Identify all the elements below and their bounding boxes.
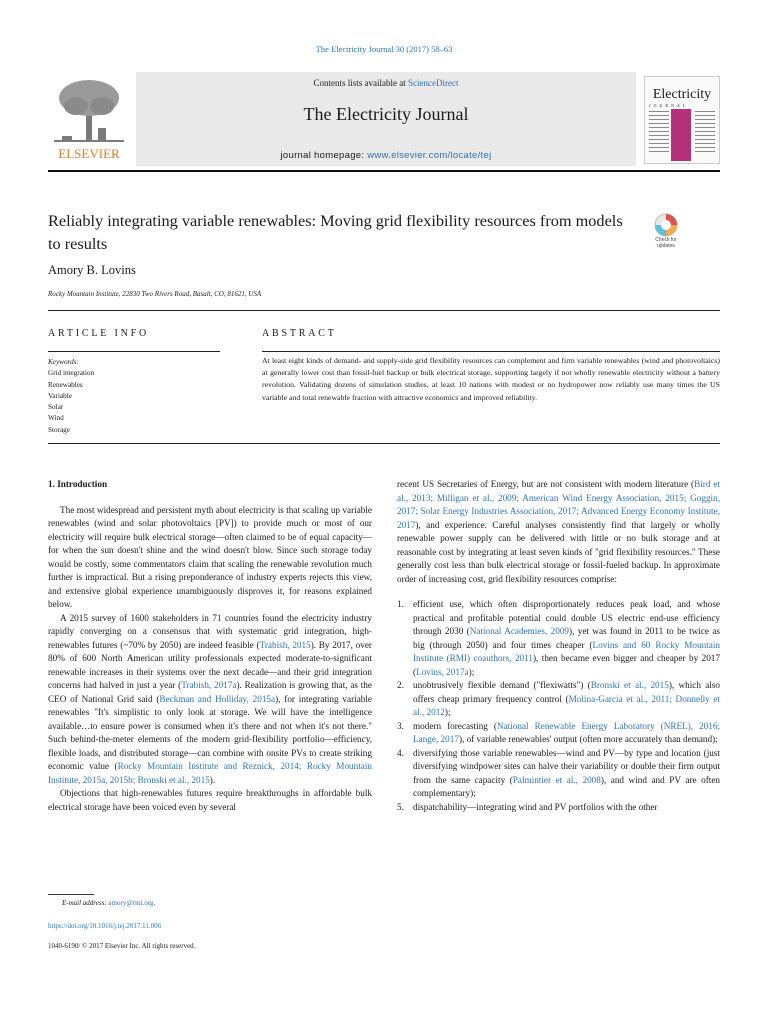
reference-link[interactable]: Trabish, 2015 [259,639,311,650]
list-number: 1. [397,599,404,609]
author-affiliation: Rocky Mountain Institute, 22830 Two Rivers Road, Basalt, CO, 81621, USA [48,290,262,298]
reference-link[interactable]: Molina-García et al., 2011; Donnelly et al., 2012 [413,693,720,717]
paragraph-text: ). [209,774,216,785]
article-title: Reliably integrating variable renewables: Moving grid flexibility resources from models to results [48,211,623,253]
abstract-rule [262,351,720,352]
reference-link[interactable]: Lovins and 60 Rocky Mountain Institute (RMI) coauthors, 2011 [413,639,720,663]
list-text: ), yet was found in 2011 to be twice as big (through 2050) and four times cheaper ( [413,626,720,650]
author-email-footnote [62,899,155,907]
section-heading: 1. Introduction [48,479,108,489]
homepage-link[interactable]: www.elsevier.com/locate/tej [367,150,492,161]
contents-prefix: Contents lists available at [313,78,408,88]
list-number: 2. [397,680,404,690]
paragraph-text: ). By 2017, over 80% of 600 North American utility professionals expected moderate-to-significant renewable increases in their systems over the next decade—and their grid integration concerns had halved in just a year ( [48,639,372,690]
list-text: ), which also offers cheap primary frequency control ( [413,680,721,704]
list-item [397,801,720,815]
author-name: Amory B. Lovins [48,263,136,277]
email-label: E-mail address: [62,899,109,907]
keyword: Storage [48,425,70,434]
paragraph: Objections that high-renewables futures require breakthroughs in affordable bulk electrical storage have been voiced even by several [48,788,372,812]
list-text: unobtrusively flexible demand ("flexiwatts") ( [413,680,591,690]
paragraph [48,612,372,788]
reference-link[interactable]: Rocky Mountain Institute and Reznick, 2014; Rocky Mountain Institute, 2015a, 2015b; Bronski et al., 2015 [48,761,372,785]
keywords-rule [48,351,220,352]
paragraph-text: A 2015 survey of 1600 stakeholders in 71 countries found the electricity industry rapidly converging on a consensus that with systematic grid integration, high-renewables futures (~70% by 2050) are indeed feasible ( [48,612,372,650]
abstract-heading: ABSTRACT [262,328,337,339]
reference-link[interactable]: National Renewable Energy Laboratory (NREL), 2016; Lange, 2017 [413,720,720,744]
journal-homepage [136,150,636,161]
cover-title: Electricity [652,87,712,102]
reference-link[interactable]: Bronski et al., 2015 [590,680,669,690]
header-rule [48,170,720,172]
crossmark-icon[interactable] [648,212,684,252]
reference-link[interactable]: Bird et al., 2013; Milligan et al., 2009; American Wind Energy Association, 2015; Goggin, 2017; Solar Energy Industries Association, 2017; Advanced Energy Economy Institute, 2017 [397,479,720,530]
journal-citation[interactable]: The Electricity Journal 30 (2017) 58–63 [315,44,453,54]
journal-banner [136,72,636,166]
abstract-text: At least eight kinds of demand- and supply-side grid flexibility resources can complement and firm variable renewables (wind and photovoltaics) at generally lower cost than fossil-fuel backup or bulk electrical storage, supporting largely if not wholly renewable electricity without a battery revolution. Validating dozens of simulation studies, at least 10 nations with modest or no hydropower now reliably use many times the US variable and total renewable fraction with attractive economics and improved reliability. [262,356,720,402]
email-suffix: . [153,899,156,907]
list-text: ); [468,666,475,677]
doi-link[interactable]: https://doi.org/10.1016/j.tej.2017.11.006 [48,922,162,930]
flexibility-resources-list [397,598,720,814]
reference-link[interactable]: Lovins, 2017a [416,666,469,677]
body-column-left [48,478,372,814]
list-text: ), of variable renewables' output (often more accurately than demand); [458,734,718,744]
list-text: ), and wind and PV are often complementary); [413,774,721,798]
journal-cover-thumbnail[interactable] [644,76,720,164]
reference-link[interactable]: Beckman and Holliday, 2015a [159,693,276,704]
journal-title: The Electricity Journal [303,104,469,124]
cover-text-lines [649,111,669,155]
reference-link[interactable]: Trabish, 2017a [181,680,237,690]
email-link[interactable]: amory@rmi.org [108,899,154,907]
abstract-bottom-rule [48,443,720,444]
copyright-notice: 1040-6190/ © 2017 Elsevier Inc. All rights reserved. [48,942,196,950]
keyword: Variable [48,391,72,400]
paragraph-text: ), and experience. Careful analyses consistently find that largely or wholly renewable power supply can be delivered with little or no bulk storage and at reasonable cost by integrating at least seven kinds of "grid flexibility resources." These generally cost less than bulk electrical storage or fossil-fueled backup. In approximate order of increasing cost, grid flexibility resources comprise: [397,519,720,584]
cover-stripe [671,109,691,161]
list-item [397,720,720,747]
list-number: 3. [397,720,404,731]
list-item [397,598,720,679]
keyword: Solar [48,403,64,412]
reference-link[interactable]: National Academies, 2009 [469,626,570,636]
keyword: Grid integration [48,369,95,378]
list-text: modern forecasting ( [413,720,497,731]
elsevier-logo[interactable] [48,76,130,164]
article-info-heading: ARTICLE INFO [48,328,150,339]
list-text: ), then became even bigger and cheaper by 2017 ( [413,653,720,677]
sciencedirect-link[interactable]: ScienceDirect [408,78,459,88]
homepage-prefix: journal homepage: [280,150,368,161]
list-text: diversifying those variable renewables—wind and PV—by type and location (just diversifying windpower sites can halve their variability or double their firm output from the same capacity ( [413,747,720,785]
footnote-rule [48,894,94,895]
list-item [397,679,720,720]
list-text: ); [444,707,451,717]
list-text: efficient use, which often disproportionately reduces peak load, and whose practical and profitable potential could double US electric end-use efficiency through 2030 ( [413,599,720,636]
keywords-label: Keywords: [48,358,79,366]
keyword: Renewables [48,380,83,389]
keyword: Wind [48,414,64,423]
list-text: dispatchability—integrating wind and PV portfolios with the other [413,801,658,812]
body-column-right [397,478,720,814]
reference-link[interactable]: Palmintier et al., 2008 [512,774,601,785]
cover-text-lines-right [695,111,715,155]
info-top-rule [48,310,720,311]
list-item [397,747,720,801]
paragraph-text: recent US Secretaries of Energy, but are not consistent with modern literature ( [397,479,695,489]
paragraph: The most widespread and persistent myth about electricity is that scaling up variable renewables (wind and solar photovoltaics [PV]) to provide much or most of our electricity will require bulk electrical storage—often claimed to be of equal capacity—for when the sun doesn't shine and the wind doesn't blow. Since such storage today would be costly, some commentators claim that scaling the renewable revolution much further is impractical. But a rising preponderance of industry experts rejects this view, and extensive global experience unambiguously disproves it, for reasons explained below. [48,504,372,609]
keywords-list [48,357,94,436]
cover-subtitle: JOURNAL [649,103,689,108]
list-number: 5. [397,801,404,812]
publisher-wordmark: ELSEVIER [58,146,120,161]
contents-line [136,78,636,88]
paragraph-text: ), for integrating variable renewables "It's simplistic to only look at storage. We will have the intelligence available…to ensure power is consumed when it's there and not when it's not there." Such behind-the-meter elements of the modern grid-flexibility portfolio—efficiency, flexible loads, and distributed storage—can combine with onsite PVs to create striking economic value ( [48,693,372,771]
paragraph [397,478,720,586]
paragraph-text: ). Realization is growing that, as the CEO of National Grid said ( [48,680,372,704]
crossmark-label: Check for updates [655,237,677,249]
journal-header [48,72,720,172]
list-number: 4. [397,747,404,758]
